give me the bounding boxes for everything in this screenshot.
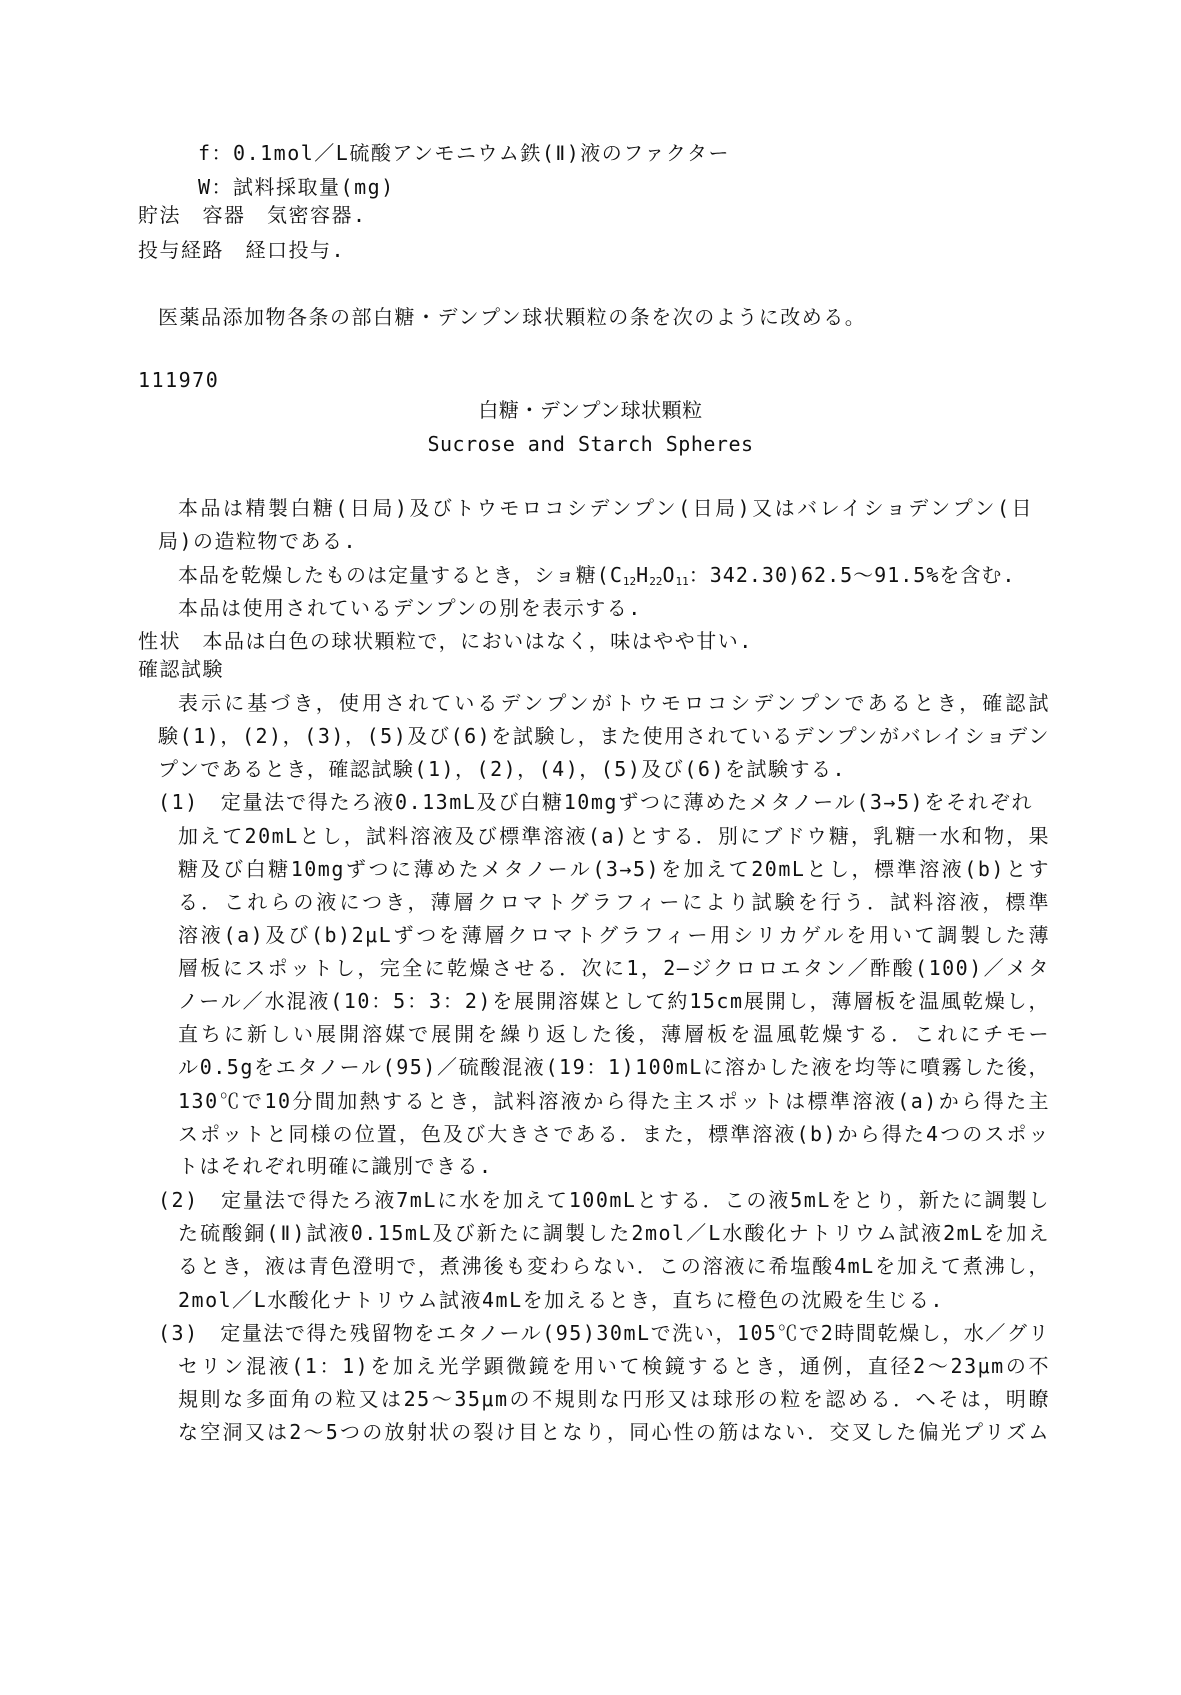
subscript: 11 — [675, 575, 689, 588]
route-line: 投与経路 経口投与. — [138, 238, 346, 262]
text: H — [636, 563, 650, 587]
monograph-title-en: Sucrose and Starch Spheres — [427, 432, 754, 456]
text-line: 本品は精製白糖(日局)及びトウモロコシデンプン(日局)又はバレイショデンプン(日 — [178, 496, 1033, 520]
storage-line: 貯法 容器 気密容器. — [138, 203, 367, 227]
text-line: 溶液(a)及び(b)2μLずつを薄層クロマトグラフィー用シリカゲルを用いて調製した薄 — [178, 923, 1050, 947]
text-line: 局)の造粒物である. — [158, 529, 358, 553]
test-1-line: (1) 定量法で得たろ液0.13mL及び白糖10mgずつに薄めたメタノール(3→5)をそれぞれ — [158, 790, 1033, 814]
text: O — [662, 563, 676, 587]
text-line: スポットと同様の位置，色及び大きさである．また，標準溶液(b)から得た4つのスポッ — [178, 1122, 1050, 1146]
text-line: 糖及び白糖10mgずつに薄めたメタノール(3→5)を加えて20mLとし，標準溶液(b)とす — [178, 857, 1050, 881]
text-line: W：試料採取量(mg) — [198, 175, 395, 199]
text-line: な空洞又は2～5つの放射状の裂け目となり，同心性の筋はない．交叉した偏光プリズム — [178, 1420, 1050, 1444]
text-line: 2mol／L水酸化ナトリウム試液4mLを加えるとき，直ちに橙色の沈殿を生じる. — [178, 1288, 944, 1312]
text-line: 本品は使用されているデンプンの別を表示する. — [178, 596, 642, 620]
description-line: 性状 本品は白色の球状顆粒で，においはなく，味はやや甘い. — [138, 629, 753, 653]
text-line: た硫酸銅(Ⅱ)試液0.15mL及び新たに調製した2mol／L水酸化ナトリウム試液2mLを加え — [178, 1221, 1050, 1245]
text-line: 表示に基づき，使用されているデンプンがトウモロコシデンプンであるとき，確認試 — [178, 691, 1050, 715]
text-line: トはそれぞれ明確に識別できる. — [178, 1154, 493, 1178]
test-2-line: (2) 定量法で得たろ液7mLに水を加えて100mLとする．この液5mLをとり，新たに調製し — [158, 1188, 1050, 1212]
text-line: 規則な多面角の粒又は25～35μmの不規則な円形又は球形の粒を認める．へそは，明瞭 — [178, 1387, 1050, 1411]
text-line: 直ちに新しい展開溶媒で展開を繰り返した後，薄層板を温風乾燥する．これにチモー — [178, 1022, 1050, 1046]
text-line: プンであるとき，確認試験(1)，(2)，(4)，(5)及び(6)を試験する. — [158, 757, 847, 781]
text: ：342.30)62.5～91.5%を含む. — [688, 563, 1016, 587]
text-line: 加えて20mLとし，試料溶液及び標準溶液(a)とする．別にブドウ糖，乳糖一水和物，果 — [178, 824, 1050, 848]
text-line: f：0.1mol／L硫酸アンモニウム鉄(Ⅱ)液のファクター — [198, 141, 730, 165]
section-heading: 確認試験 — [138, 657, 224, 681]
subscript: 22 — [649, 575, 663, 588]
content-line — [178, 562, 1015, 595]
text-line: ル0.5gをエタノール(95)／硫酸混液(19：1)100mLに溶かした液を均等に噴霧した後， — [178, 1055, 1050, 1079]
text-line: セリン混液(1：1)を加え光学顕微鏡を用いて検鏡するとき，通例，直径2～23μmの不 — [178, 1354, 1050, 1378]
monograph-title-ja: 白糖・デンプン球状顆粒 — [478, 398, 703, 422]
text: 本品を乾燥したものは定量するとき，ショ糖(C — [178, 563, 623, 587]
text-line: ノール／水混液(10：5：3：2)を展開溶媒として約15cm展開し，薄層板を温風乾燥し， — [178, 989, 1050, 1013]
test-3-line: (3) 定量法で得た残留物をエタノール(95)30mLで洗い，105℃で2時間乾燥し，水／グリ — [158, 1321, 1050, 1345]
amendment-note: 医薬品添加物各条の部白糖・デンプン球状顆粒の条を次のように改める。 — [158, 305, 867, 329]
monograph-code: 111970 — [138, 368, 220, 392]
text-line: るとき，液は青色澄明で，煮沸後も変わらない．この溶液に希塩酸4mLを加えて煮沸し， — [178, 1254, 1050, 1278]
text-line: 験(1)，(2)，(3)，(5)及び(6)を試験し，また使用されているデンプンがバレイショデン — [158, 724, 1050, 748]
text-line: る．これらの液につき，薄層クロマトグラフィーにより試験を行う．試料溶液，標準 — [178, 890, 1050, 914]
text-line: 層板にスポットし，完全に乾燥させる．次に1，2―ジクロロエタン／酢酸(100)／メタ — [178, 956, 1050, 980]
subscript: 12 — [622, 575, 637, 588]
text-line: 130℃で10分間加熱するとき，試料溶液から得た主スポットは標準溶液(a)から得た主 — [178, 1089, 1050, 1113]
